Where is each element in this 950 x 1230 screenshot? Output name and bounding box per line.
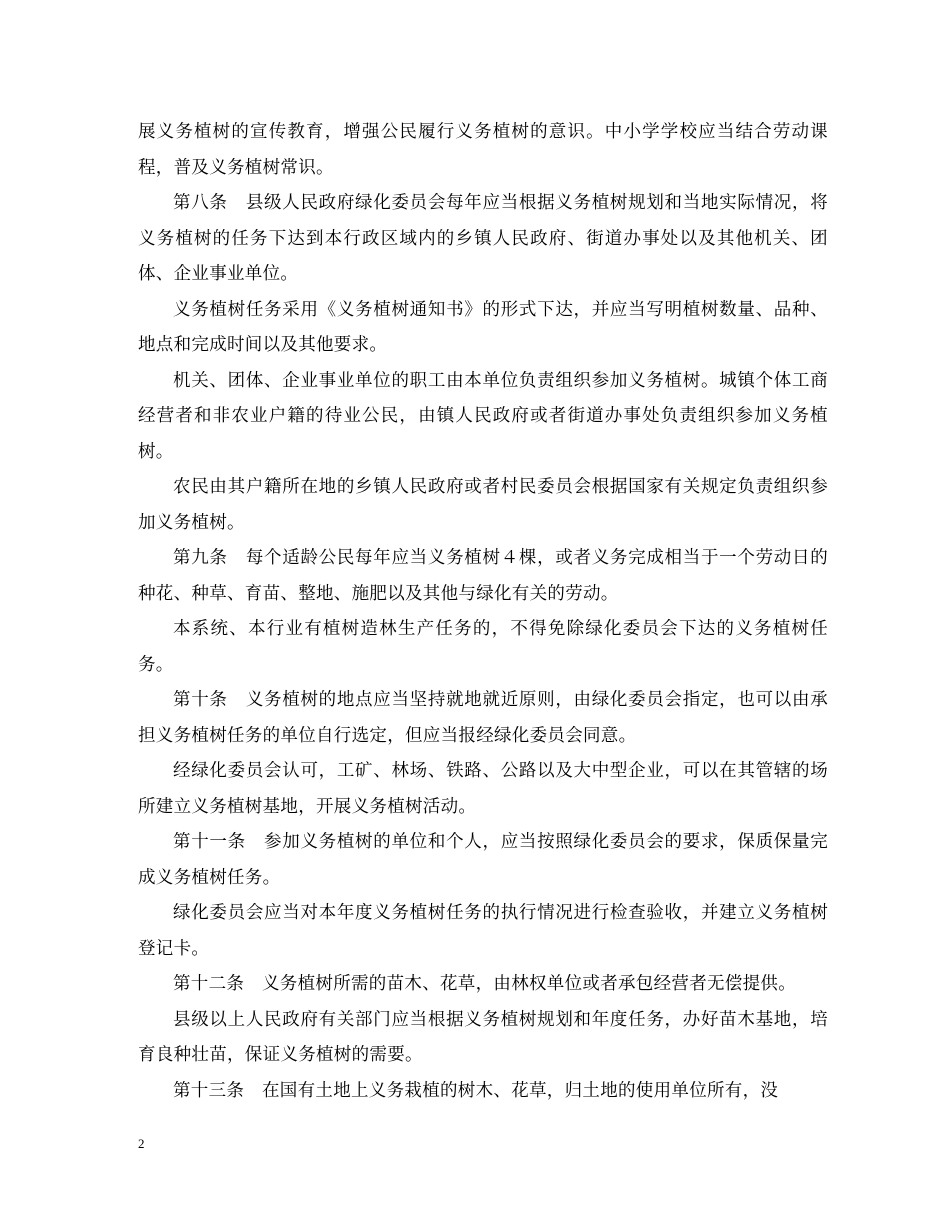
paragraph: 义务植树任务采用《义务植树通知书》的形式下达，并应当写明植树数量、品种、地点和完成时间以及其他要求。: [138, 299, 828, 355]
paragraph: 经绿化委员会认可，工矿、林场、铁路、公路以及大中型企业，可以在其管辖的场所建立义务植树基地，开展义务植树活动。: [138, 761, 828, 817]
paragraph: 展义务植树的宣传教育，增强公民履行义务植树的意识。中小学学校应当结合劳动课程，普及义务植树常识。: [138, 122, 828, 178]
paragraph: 第十二条 义务植树所需的苗木、花草，由林权单位或者承包经营者无偿提供。: [173, 974, 796, 994]
paragraph: 第九条 每个适龄公民每年应当义务植树４棵，或者义务完成相当于一个劳动日的种花、种草、育苗、整地、施肥以及其他与绿化有关的劳动。: [138, 548, 828, 604]
paragraph: 第八条 县级人民政府绿化委员会每年应当根据义务植树规划和当地实际情况，将义务植树的任务下达到本行政区域内的乡镇人民政府、街道办事处以及其他机关、团体、企业事业单位。: [138, 193, 828, 284]
paragraph: 县级以上人民政府有关部门应当根据义务植树规划和年度任务，办好苗木基地，培育良种壮苗，保证义务植树的需要。: [138, 1009, 828, 1065]
document-body: [138, 115, 828, 1109]
page-number: 2: [138, 1136, 145, 1151]
paragraph: 第十三条 在国有土地上义务栽植的树木、花草，归土地的使用单位所有，没: [173, 1080, 779, 1101]
paragraph: 绿化委员会应当对本年度义务植树任务的执行情况进行检查验收，并建立义务植树登记卡。: [138, 903, 828, 959]
paragraph: 机关、团体、企业事业单位的职工由本单位负责组织参加义务植树。城镇个体工商经营者和非农业户籍的待业公民，由镇人民政府或者街道办事处负责组织参加义务植树。: [138, 370, 828, 462]
paragraph: 本系统、本行业有植树造林生产任务的，不得免除绿化委员会下达的义务植树任务。: [138, 619, 828, 675]
paragraph: 第十一条 参加义务植树的单位和个人，应当按照绿化委员会的要求，保质保量完成义务植树任务。: [138, 832, 828, 888]
paragraph: 农民由其户籍所在地的乡镇人民政府或者村民委员会根据国家有关规定负责组织参加义务植树。: [138, 477, 828, 533]
paragraph: 第十条 义务植树的地点应当坚持就地就近原则，由绿化委员会指定，也可以由承担义务植树任务的单位自行选定，但应当报经绿化委员会同意。: [138, 690, 828, 746]
